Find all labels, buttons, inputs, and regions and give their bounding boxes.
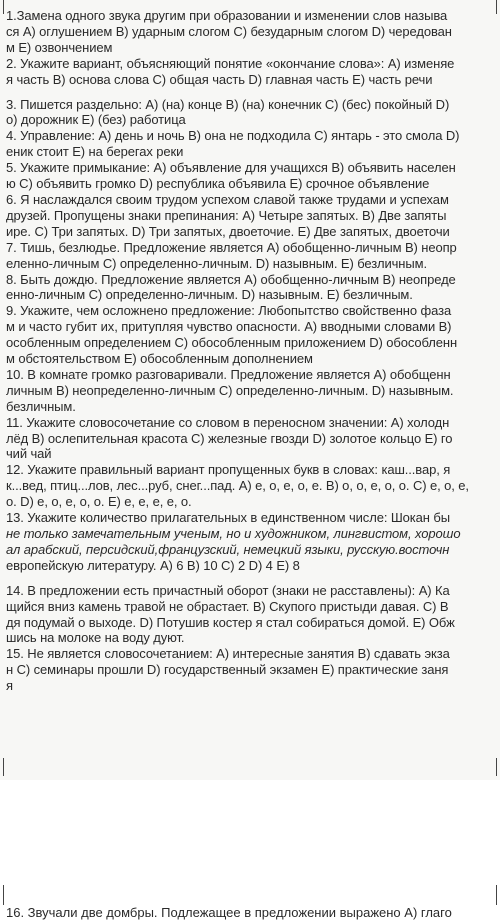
text-line: н C) семинары прошли D) государственный экзамен E) практические заня — [6, 662, 449, 678]
text-line: 1.Замена одного звука другим при образовании и изменении слов называ — [6, 8, 448, 23]
corner-mark — [3, 885, 12, 905]
text-line: чий чай — [6, 446, 52, 462]
text-line: щийся вниз камень травой не обрастает. B) Скупого пристыди давая. C) В — [6, 598, 449, 614]
text-line: 2. Укажите вариант, объясняющий понятие «окончание слова»: A) изменяе — [6, 55, 455, 71]
text-line: дя подумай о выходе. D) Потушив костер я стал собираться домой. E) Обж — [6, 614, 455, 630]
text-line: 15. Не является словосочетанием: A) интересные занятия B) сдавать экза — [6, 646, 450, 662]
text-line: 4. Управление: A) день и ночь B) она не подходила C) янтарь - это смола D) — [6, 128, 460, 144]
text-line: особленным определением C) обособленным приложением D) обособленн — [6, 335, 458, 351]
text-line: 10. В комнате громко разговаривали. Предложение является A) обобщенн — [6, 366, 451, 382]
text-line: лёд B) ослепительная красота C) железные гвозди D) золотое кольцо E) го — [6, 430, 453, 446]
text-line: 13. Укажите количество прилагательных в единственном числе: Шокан бы — [6, 510, 450, 526]
text-line: европейскую литературу. A) 6 B) 10 C) 2 D) 4 E) 8 — [6, 557, 300, 573]
text-line: я — [6, 678, 13, 694]
text-line: енно-личным C) определенно-личным. D) назывным. E) безличным. — [6, 287, 413, 303]
text-line: я часть B) основа слова C) общая часть D) главная часть E) часть речи — [6, 71, 433, 87]
text-line: м обстоятельством E) обособленным дополнением — [6, 351, 313, 367]
text-line: к...вед, птиц...лов, лес...руб, снег...пад. A) е, о, е, о, е. B) о, о, е, о, о. C) е, о, е, — [6, 478, 469, 494]
text-line: ал арабский, персидский,французский, немецкий языки, русскую.восточн — [6, 541, 450, 557]
text-line: ире. C) Три запятых. D) Три запятых, двоеточие. E) Две запятых, двоеточи — [6, 223, 450, 239]
text-line: о) дорожник E) (без) работица — [6, 112, 186, 128]
text-line: м и часто губит их, притупляя чувство опасности. A) вводными словами B) — [6, 319, 452, 335]
text-line: ся A) оглушением B) ударным слогом C) безударным слогом D) чередован — [6, 23, 452, 39]
corner-mark — [488, 758, 497, 776]
text-line: еник стоит E) на берегах реки — [6, 144, 184, 160]
text-line: 7. Тишь, безлюдье. Предложение является A) обобщенно-личным B) неопр — [6, 239, 457, 255]
text-line: ю C) объявить громко D) республика объявила E) срочное объявление — [6, 176, 430, 192]
text-line: о. D) е, о, е, о, о. E) е, е, е, е, о. — [6, 494, 192, 510]
text-line: не только замечательным ученым, но и художником, лингвистом, хорошо — [6, 526, 461, 541]
text-line: 5. Укажите примыкание: A) объявление для учащихся B) объявить населен — [6, 160, 456, 176]
text-line: 6. Я наслаждался своим трудом успехом славой также трудами и успехам — [6, 191, 449, 207]
corner-mark — [3, 758, 12, 776]
next-question-line: 16. Звучали две домбры. Подлежащее в предложении выражено A) глаго — [6, 905, 452, 920]
text-line: еленно-личным C) определенно-личным. D) назывным. E) безличным. — [6, 255, 427, 271]
text-line: 12. Укажите правильный вариант пропущенных букв в словах: каш...вар, я — [6, 462, 451, 478]
page-gap — [0, 780, 500, 921]
text-line: 3. Пишется раздельно: A) (на) конце B) (на) конечник C) (бес) покойный D) — [6, 96, 450, 112]
text-line: 9. Укажите, чем осложнено предложение: Любопытство свойственно фаза — [6, 303, 452, 319]
text-line: 14. В предложении есть причастный оборот (знаки не расставлены): A) Ка — [6, 582, 450, 598]
text-line: м E) озвончением — [6, 39, 113, 55]
text-line: друзей. Пропущены знаки препинания: A) Четыре запятых. B) Две запяты — [6, 207, 447, 223]
question-text — [6, 8, 500, 694]
text-line: шись на молоке на воду дуют. — [6, 630, 185, 646]
corner-mark — [488, 885, 497, 905]
text-line: личным B) неопределенно-личным C) определенно-личным. D) назывным. — [6, 382, 454, 398]
text-line: 11. Укажите словосочетание со словом в переносном значении: A) холодн — [6, 414, 450, 430]
text-line: безличным. — [6, 398, 76, 414]
text-line: 8. Быть дождю. Предложение является A) обобщенно-личным B) неопреде — [6, 271, 456, 287]
